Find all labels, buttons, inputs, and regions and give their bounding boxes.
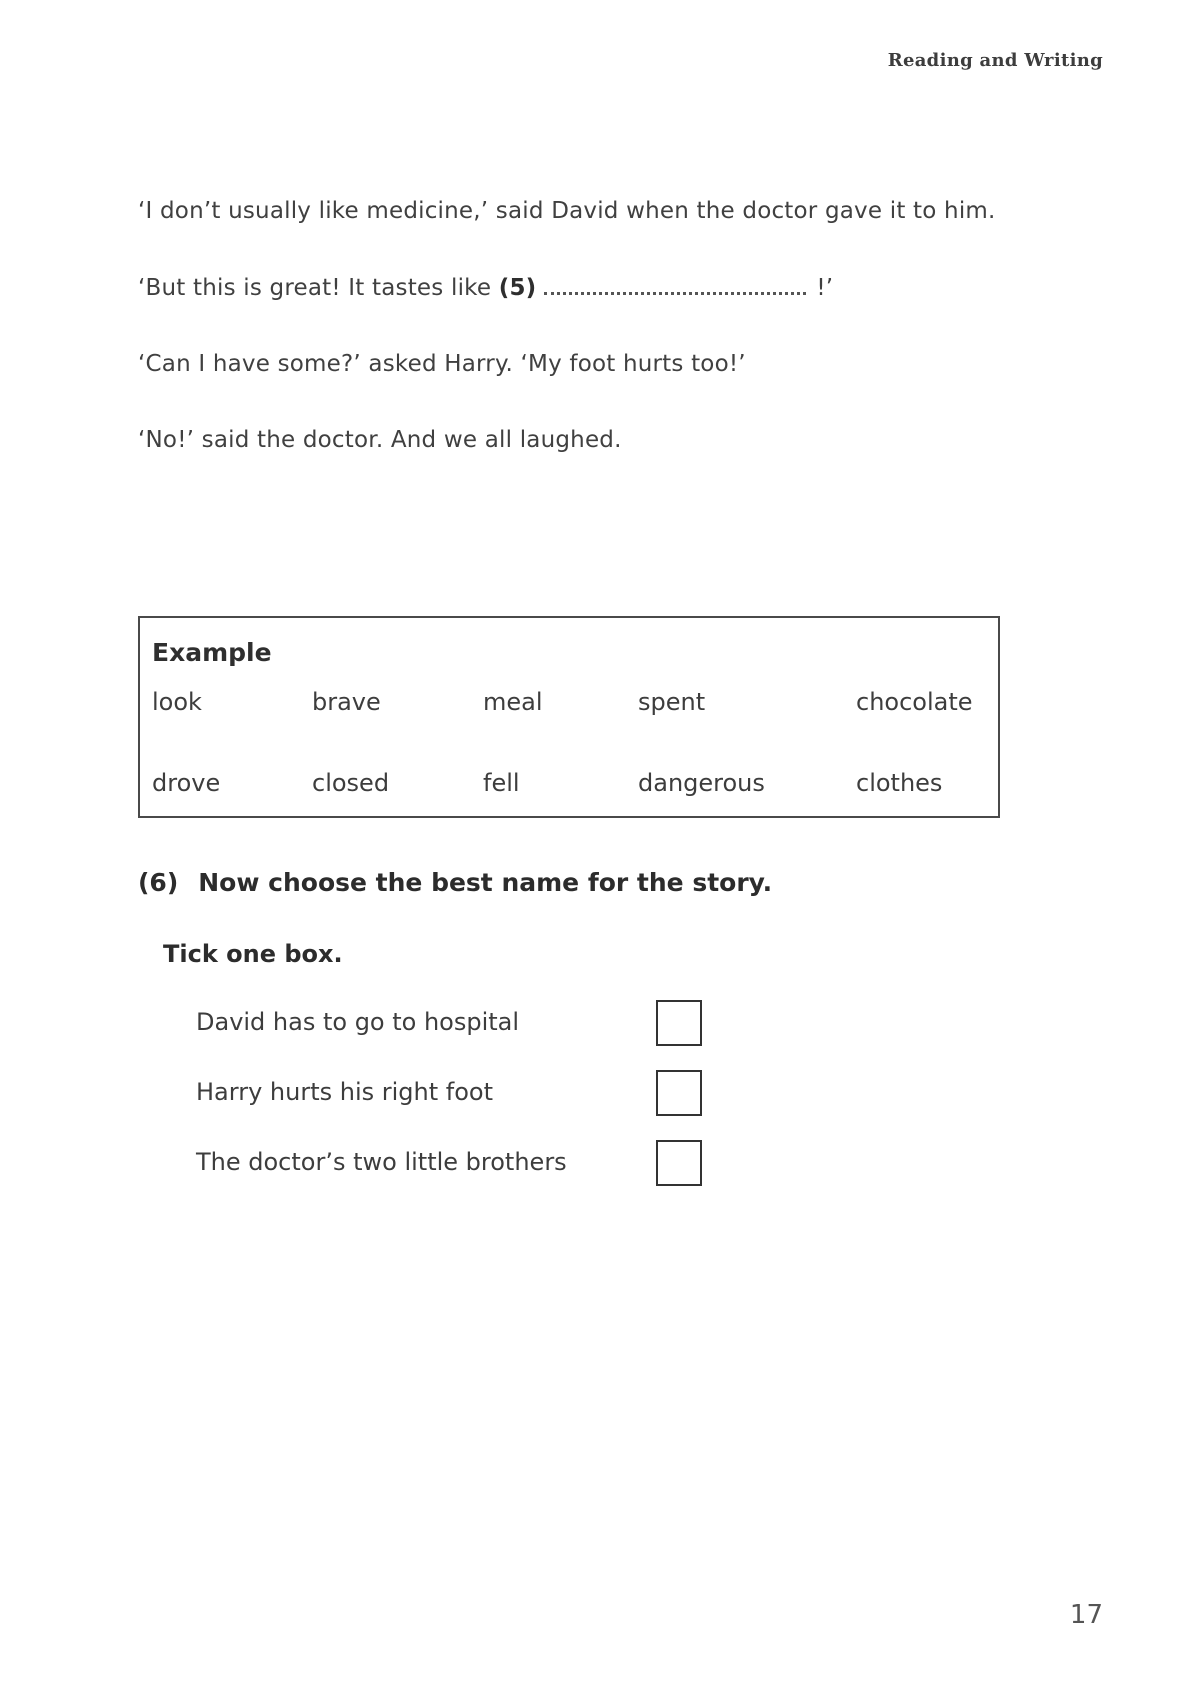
option-label: The doctor’s two little brothers bbox=[196, 1148, 567, 1176]
word-closed: closed bbox=[312, 769, 390, 797]
option-item bbox=[196, 1070, 716, 1116]
word-brave: brave bbox=[312, 688, 381, 716]
option-label: David has to go to hospital bbox=[196, 1008, 520, 1036]
page-number: 17 bbox=[1069, 1600, 1103, 1630]
answer-gap-5[interactable] bbox=[544, 274, 806, 295]
tick-box-checkbox[interactable] bbox=[656, 1070, 702, 1116]
story-line-3: ‘Can I have some?’ asked Harry. ‘My foot hurts too!’ bbox=[138, 351, 746, 377]
word-meal: meal bbox=[483, 688, 543, 716]
story-line-2-text: ‘But this is great! It tastes like bbox=[138, 275, 492, 301]
word-spent: spent bbox=[638, 688, 706, 716]
word-clothes: clothes bbox=[856, 769, 943, 797]
question-number: (6) bbox=[138, 868, 179, 897]
question-text: Now choose the best name for the story. bbox=[198, 868, 773, 897]
word-look: look bbox=[152, 688, 202, 716]
word-chocolate: chocolate bbox=[856, 688, 973, 716]
word-box bbox=[138, 616, 1000, 818]
word-dangerous: dangerous bbox=[638, 769, 765, 797]
story-line-2 bbox=[138, 274, 833, 301]
word-fell: fell bbox=[483, 769, 520, 797]
story-line-4: ‘No!’ said the doctor. And we all laughed. bbox=[138, 427, 622, 453]
story-line-1: ‘I don’t usually like medicine,’ said David when the doctor gave it to him. bbox=[138, 198, 996, 224]
tick-box-checkbox[interactable] bbox=[656, 1000, 702, 1046]
example-label: Example bbox=[152, 638, 272, 667]
tick-box-checkbox[interactable] bbox=[656, 1140, 702, 1186]
story-line-2-end: !’ bbox=[816, 275, 834, 301]
gap-question-number: (5) bbox=[498, 275, 537, 301]
section-header: Reading and Writing bbox=[887, 50, 1103, 71]
word-drove: drove bbox=[152, 769, 221, 797]
option-item bbox=[196, 1140, 716, 1186]
option-item bbox=[196, 1000, 716, 1046]
tick-instruction: Tick one box. bbox=[163, 940, 343, 968]
option-label: Harry hurts his right foot bbox=[196, 1078, 493, 1106]
question-6 bbox=[138, 868, 772, 897]
